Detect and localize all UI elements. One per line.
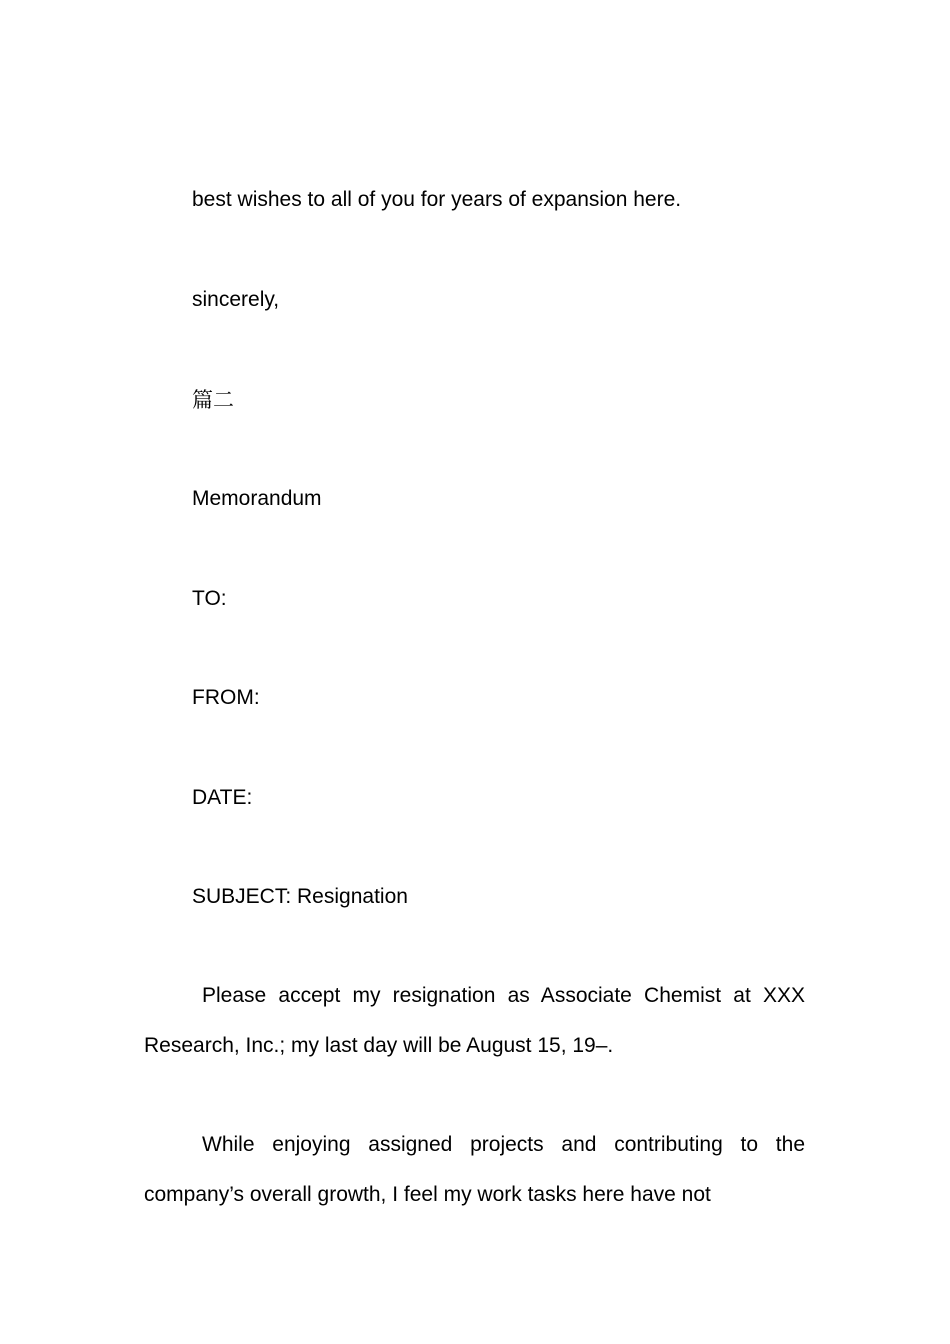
to-label: TO: — [192, 587, 227, 610]
work-tasks-paragraph — [144, 1120, 805, 1220]
date-label: DATE: — [192, 786, 253, 809]
sign-off-line: sincerely, — [192, 288, 280, 311]
closing-wish-line: best wishes to all of you for years of expansion here. — [192, 188, 682, 211]
section-heading: 篇二 — [192, 388, 234, 412]
memo-title: Memorandum — [192, 487, 322, 510]
from-label: FROM: — [192, 686, 260, 709]
subject-line: SUBJECT: Resignation — [192, 885, 408, 908]
resignation-paragraph — [144, 971, 805, 1071]
work-tasks-paragraph-text: While enjoying assigned projects and contributing to the company’s overall growth, I feel my work tasks here have not — [144, 1133, 805, 1206]
resignation-paragraph-text: Please accept my resignation as Associate Chemist at XXX Research, Inc.; my last day will be August 15, 19–. — [144, 984, 805, 1057]
